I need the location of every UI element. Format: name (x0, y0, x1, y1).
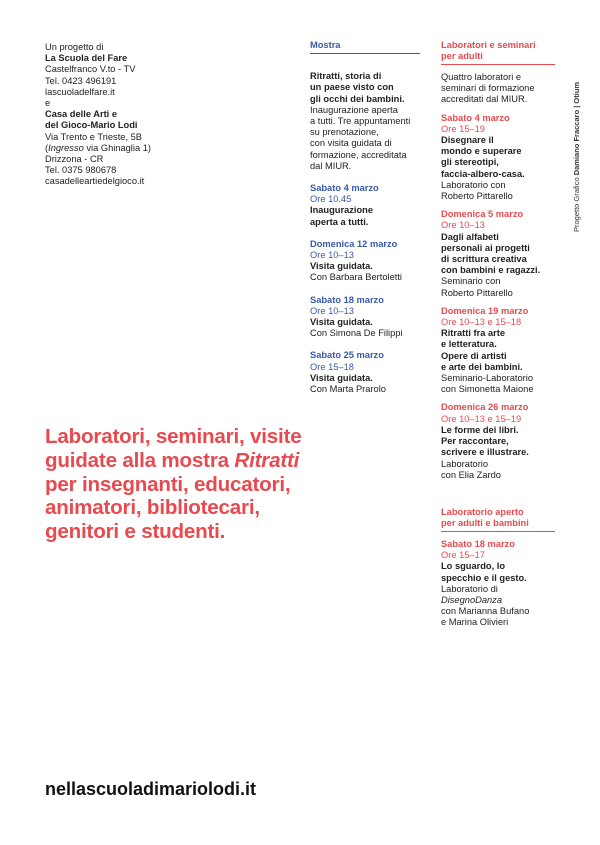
website-link[interactable]: nellascuoladimariolodi.it (45, 779, 257, 799)
event-with: Con Marta Prarolo (310, 384, 386, 395)
labs-heading-line: Laboratori e seminari (441, 40, 536, 50)
event-date: Sabato 18 marzo (441, 538, 515, 549)
event-title: Per raccontare, (441, 436, 509, 447)
event-with: Roberto Pittarello (441, 287, 513, 298)
event-time: Ore 10–13 e 15–18 (441, 317, 522, 328)
mostra-desc-line: con visita guidata di (310, 138, 392, 149)
event-title: specchio e il gesto. (441, 572, 527, 583)
headline-italic: Ritratti (234, 448, 300, 472)
event-title: Opere di artisti (441, 350, 507, 361)
event-title: e arte dei bambini. (441, 361, 523, 372)
org1-web[interactable]: lascuoladelfare.it (45, 86, 115, 97)
mostra-heading: Mostra (310, 40, 420, 54)
org1-name: La Scuola del Fare (45, 53, 128, 64)
lab-event (441, 306, 555, 396)
event-with: Roberto Pittarello (441, 191, 513, 202)
event-title: Visita guidata. (310, 261, 373, 272)
org2-address: Via Trento e Trieste, 5B (45, 131, 142, 142)
lab-event (441, 113, 555, 203)
event-title: Dagli alfabeti (441, 231, 499, 242)
mostra-desc-line: dal MIUR. (310, 160, 352, 171)
event-title: Ritratti fra arte (441, 328, 506, 339)
open-lab-heading-line: Laboratorio aperto (441, 506, 524, 517)
event-time: Ore 10–13 (310, 305, 354, 316)
headline (45, 425, 305, 544)
mostra-event (310, 295, 420, 340)
event-date: Sabato 25 marzo (310, 350, 384, 361)
labs-desc-line: seminari di formazione (441, 83, 535, 94)
org1-city: Castelfranco V.to - TV (45, 64, 136, 75)
event-date: Domenica 5 marzo (441, 209, 524, 220)
and-text: e (45, 98, 51, 109)
event-date: Sabato 4 marzo (441, 112, 510, 123)
open-lab-event (441, 539, 555, 629)
event-title: Visita guidata. (310, 317, 373, 328)
design-credit (572, 42, 582, 232)
org1-tel: Tel. 0423 496191 (45, 75, 117, 86)
event-title: di scrittura creativa (441, 254, 527, 265)
event-title: faccia-albero-casa. (441, 168, 525, 179)
labs-column (441, 40, 555, 629)
event-with: e Marina Olivieri (441, 617, 509, 628)
event-with: Seminario-Laboratorio (441, 373, 533, 384)
event-time: Ore 10–13 (441, 220, 485, 231)
mostra-desc-line: su prenotazione, (310, 127, 379, 138)
event-with: Con Barbara Bertoletti (310, 272, 402, 283)
event-time: Ore 10.45 (310, 194, 352, 205)
mostra-event (310, 350, 420, 395)
headline-part1: Laboratori, seminari, visite guidate alla mostra (45, 425, 302, 472)
event-title: mondo e superare (441, 146, 522, 157)
event-with: con Elia Zardo (441, 469, 501, 480)
event-title: aperta a tutti. (310, 216, 369, 227)
labs-heading (441, 40, 555, 65)
event-title: Disegnare il (441, 135, 494, 146)
entry-rest: via Ghinaglia 1) (83, 142, 151, 153)
mostra-desc-line: Inaugurazione aperta (310, 104, 398, 115)
mostra-desc-line: a tutti. Tre appuntamenti (310, 116, 411, 127)
labs-heading-line: per adulti (441, 51, 483, 61)
event-with: con Marianna Bufano (441, 606, 530, 617)
open-lab-heading-line: per adulti e bambini (441, 517, 529, 528)
event-title: Lo sguardo, lo (441, 561, 506, 572)
event-with: Seminario con (441, 276, 501, 287)
event-time: Ore 10–13 e 15–19 (441, 413, 522, 424)
event-date: Sabato 4 marzo (310, 183, 379, 194)
event-title: Le forme dei libri. (441, 424, 519, 435)
open-lab-heading (441, 507, 555, 532)
mostra-event (310, 239, 420, 284)
org2-name-line2: del Gioco-Mario Lodi (45, 120, 138, 131)
event-with: con Simonetta Maione (441, 384, 534, 395)
event-time: Ore 10–13 (310, 250, 354, 261)
event-date: Domenica 26 marzo (441, 402, 529, 413)
design-credit-text (572, 42, 582, 232)
event-title: Visita guidata. (310, 372, 373, 383)
event-title: scrivere e illustrare. (441, 447, 529, 458)
event-title: e letteratura. (441, 339, 497, 350)
event-time: Ore 15–17 (441, 550, 485, 561)
event-date: Sabato 18 marzo (310, 294, 384, 305)
mostra-title-line: gli occhi dei bambini. (310, 93, 405, 104)
org2-city: Drizzona - CR (45, 154, 104, 165)
lab-event (441, 209, 555, 299)
org2-name-line1: Casa delle Arti e (45, 109, 117, 120)
credit-prefix: Progetto Grafico (572, 175, 581, 232)
event-with: Con Simona De Filippi (310, 328, 403, 339)
credit-name: Damiano Fraccaro | Otium (572, 81, 581, 176)
org2-entry (45, 143, 205, 154)
event-title: gli stereotipi, (441, 157, 499, 168)
event-time: Ore 15–19 (441, 123, 485, 134)
event-with: Laboratorio (441, 458, 489, 469)
lab-event (441, 402, 555, 480)
org2-web[interactable]: casadelleartiedelgioco.it (45, 176, 145, 187)
mostra-desc-line: formazione, accreditata (310, 149, 407, 160)
mostra-column (310, 40, 420, 395)
event-with: Laboratorio di (441, 583, 498, 594)
event-title: con bambini e ragazzi. (441, 265, 541, 276)
labs-desc-line: accreditati dal MIUR. (441, 94, 528, 105)
mostra-title-line: un paese visto con (310, 82, 394, 93)
headline-part2: per insegnanti, educatori, animatori, bibliotecari, genitori e studenti. (45, 472, 291, 544)
entry-open: ( (45, 142, 49, 153)
org2-tel: Tel. 0375 980678 (45, 165, 117, 176)
event-with-italic: DisegnoDanza (441, 594, 502, 605)
event-date: Domenica 12 marzo (310, 238, 398, 249)
event-title: personali ai progetti (441, 242, 530, 253)
labs-desc-line: Quattro laboratori e (441, 72, 522, 82)
event-with: Laboratorio con (441, 179, 506, 190)
event-time: Ore 15–18 (310, 361, 354, 372)
entry-italic: Ingresso (48, 142, 84, 153)
contacts-column (45, 42, 205, 188)
intro-text: Un progetto di (45, 42, 104, 52)
mostra-title-line: Ritratti, storia di (310, 71, 382, 82)
event-date: Domenica 19 marzo (441, 305, 529, 316)
mostra-event (310, 183, 420, 228)
event-title: Inaugurazione (310, 205, 374, 216)
